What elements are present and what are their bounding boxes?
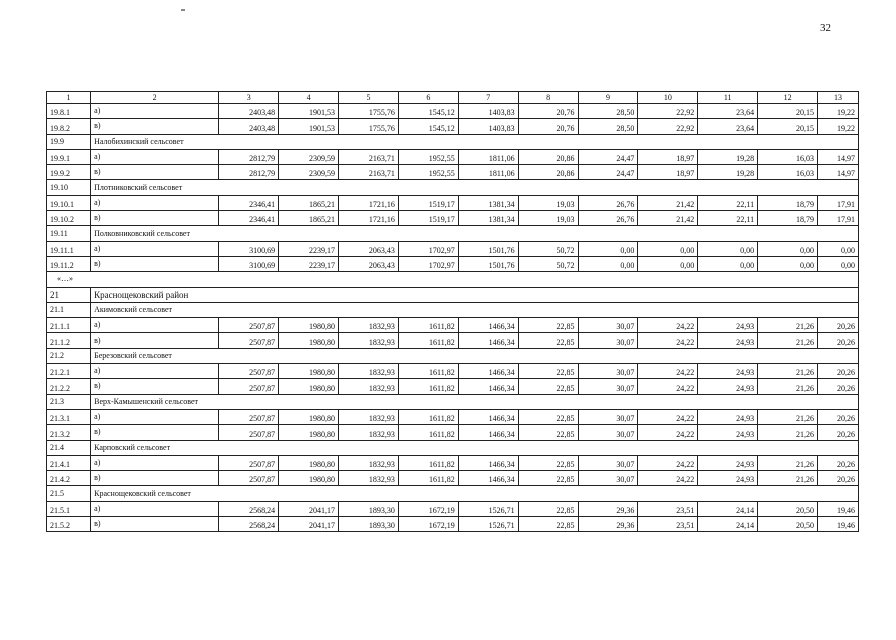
value-cell: 24,93 [698, 333, 758, 348]
value-cell: 1381,34 [458, 211, 518, 226]
value-cell: 1611,82 [398, 333, 458, 348]
section-row [47, 226, 859, 241]
section-name: Плотниковский сельсовет [91, 180, 859, 195]
value-cell: 0,00 [818, 256, 859, 271]
value-cell: 30,07 [578, 379, 638, 394]
value-cell: 1893,30 [339, 501, 399, 516]
value-cell: 1611,82 [398, 318, 458, 333]
value-cell: 30,07 [578, 333, 638, 348]
table-row [47, 471, 859, 486]
row-subitem: в) [91, 119, 219, 134]
section-code: 21.3 [47, 394, 91, 409]
value-cell: 1980,80 [279, 455, 339, 470]
value-cell: 18,79 [758, 195, 818, 210]
value-cell: 1519,17 [398, 211, 458, 226]
value-cell: 3100,69 [219, 256, 279, 271]
value-cell: 20,76 [518, 104, 578, 119]
column-number-row [47, 92, 859, 104]
row-code: 21.3.2 [47, 425, 91, 440]
value-cell: 1980,80 [279, 379, 339, 394]
value-cell: 24,22 [638, 455, 698, 470]
row-code: 21.5.1 [47, 501, 91, 516]
table-row [47, 501, 859, 516]
value-cell: 2507,87 [219, 471, 279, 486]
value-cell: 19,28 [698, 165, 758, 180]
value-cell: 1403,83 [458, 119, 518, 134]
value-cell: 2507,87 [219, 409, 279, 424]
value-cell: 26,76 [578, 195, 638, 210]
row-code: 19.10.2 [47, 211, 91, 226]
column-number-cell: 8 [518, 92, 578, 104]
value-cell: 1672,19 [398, 501, 458, 516]
section-code: 19.10 [47, 180, 91, 195]
column-number-cell: 10 [638, 92, 698, 104]
value-cell: 22,85 [518, 501, 578, 516]
section-code: 21.1 [47, 302, 91, 317]
table-row [47, 195, 859, 210]
row-code: 19.8.1 [47, 104, 91, 119]
value-cell: 24,93 [698, 425, 758, 440]
section-name: Налобихинский сельсовет [91, 134, 859, 149]
value-cell: 2163,71 [339, 165, 399, 180]
value-cell: 2403,48 [219, 119, 279, 134]
value-cell: 14,97 [818, 165, 859, 180]
table-row [47, 119, 859, 134]
table-row [47, 379, 859, 394]
value-cell: 29,36 [578, 501, 638, 516]
value-cell: 24,93 [698, 471, 758, 486]
value-cell: 1611,82 [398, 409, 458, 424]
section-code: 19.11 [47, 226, 91, 241]
value-cell: 1832,93 [339, 379, 399, 394]
row-subitem: а) [91, 149, 219, 164]
value-cell: 19,03 [518, 195, 578, 210]
section-name: Полковниковский сельсовет [91, 226, 859, 241]
value-cell: 20,26 [818, 333, 859, 348]
table-row [47, 455, 859, 470]
value-cell: 2507,87 [219, 425, 279, 440]
value-cell: 23,64 [698, 104, 758, 119]
column-number-cell: 7 [458, 92, 518, 104]
row-subitem: в) [91, 165, 219, 180]
value-cell: 1952,55 [398, 165, 458, 180]
value-cell: 24,47 [578, 165, 638, 180]
value-cell: 2507,87 [219, 318, 279, 333]
value-cell: 1702,97 [398, 256, 458, 271]
value-cell: 2239,17 [279, 241, 339, 256]
row-subitem: а) [91, 318, 219, 333]
value-cell: 2063,43 [339, 241, 399, 256]
value-cell: 1755,76 [339, 119, 399, 134]
section-name: Верх-Камышенский сельсовет [91, 394, 859, 409]
value-cell: 2041,17 [279, 517, 339, 532]
value-cell: 0,00 [818, 241, 859, 256]
section-row [47, 394, 859, 409]
value-cell: 21,26 [758, 455, 818, 470]
value-cell: 20,26 [818, 471, 859, 486]
value-cell: 1702,97 [398, 241, 458, 256]
value-cell: 22,85 [518, 425, 578, 440]
value-cell: 22,85 [518, 333, 578, 348]
value-cell: 24,22 [638, 379, 698, 394]
value-cell: 1526,71 [458, 501, 518, 516]
value-cell: 19,03 [518, 211, 578, 226]
value-cell: 14,97 [818, 149, 859, 164]
value-cell: 1980,80 [279, 409, 339, 424]
value-cell: 1501,76 [458, 256, 518, 271]
row-code: 19.11.2 [47, 256, 91, 271]
row-subitem: в) [91, 517, 219, 532]
table-row [47, 241, 859, 256]
value-cell: 22,85 [518, 517, 578, 532]
value-cell: 22,92 [638, 119, 698, 134]
value-cell: 20,26 [818, 318, 859, 333]
column-number-cell: 6 [398, 92, 458, 104]
value-cell: 1501,76 [458, 241, 518, 256]
row-code: 21.2.1 [47, 364, 91, 379]
value-cell: 19,22 [818, 119, 859, 134]
value-cell: 2812,79 [219, 149, 279, 164]
value-cell: 1466,34 [458, 409, 518, 424]
value-cell: 1865,21 [279, 195, 339, 210]
value-cell: 1980,80 [279, 425, 339, 440]
value-cell: 1545,12 [398, 119, 458, 134]
value-cell: 24,93 [698, 364, 758, 379]
value-cell: 0,00 [638, 241, 698, 256]
value-cell: 1901,53 [279, 104, 339, 119]
value-cell: 30,07 [578, 318, 638, 333]
value-cell: 21,26 [758, 409, 818, 424]
value-cell: 2403,48 [219, 104, 279, 119]
row-subitem: а) [91, 364, 219, 379]
value-cell: 28,50 [578, 119, 638, 134]
value-cell: 24,22 [638, 409, 698, 424]
value-cell: 1611,82 [398, 364, 458, 379]
value-cell: 2507,87 [219, 364, 279, 379]
row-subitem: в) [91, 256, 219, 271]
value-cell: 1832,93 [339, 364, 399, 379]
section-row [47, 302, 859, 317]
value-cell: 1519,17 [398, 195, 458, 210]
value-cell: 1611,82 [398, 425, 458, 440]
section-code: 21.2 [47, 348, 91, 363]
value-cell: 1893,30 [339, 517, 399, 532]
value-cell: 1466,34 [458, 425, 518, 440]
region-name: Краснощековский район [91, 287, 859, 302]
value-cell: 1832,93 [339, 471, 399, 486]
value-cell: 20,26 [818, 379, 859, 394]
table-row [47, 318, 859, 333]
omission-mark: «…» [47, 272, 859, 287]
table-row [47, 425, 859, 440]
value-cell: 21,26 [758, 379, 818, 394]
section-name: Краснощековский сельсовет [91, 486, 859, 501]
value-cell: 1403,83 [458, 104, 518, 119]
value-cell: 19,28 [698, 149, 758, 164]
row-subitem: а) [91, 104, 219, 119]
value-cell: 18,79 [758, 211, 818, 226]
value-cell: 1832,93 [339, 318, 399, 333]
value-cell: 20,26 [818, 425, 859, 440]
value-cell: 21,42 [638, 195, 698, 210]
value-cell: 24,22 [638, 318, 698, 333]
value-cell: 16,03 [758, 165, 818, 180]
section-row [47, 440, 859, 455]
value-cell: 24,93 [698, 379, 758, 394]
value-cell: 22,11 [698, 211, 758, 226]
value-cell: 18,97 [638, 165, 698, 180]
row-code: 21.1.1 [47, 318, 91, 333]
row-code: 19.8.2 [47, 119, 91, 134]
value-cell: 1980,80 [279, 364, 339, 379]
value-cell: 50,72 [518, 241, 578, 256]
column-number-cell: 4 [279, 92, 339, 104]
column-number-cell: 11 [698, 92, 758, 104]
section-name: Карповский сельсовет [91, 440, 859, 455]
row-subitem: в) [91, 425, 219, 440]
row-code: 21.5.2 [47, 517, 91, 532]
region-code: 21 [47, 287, 91, 302]
value-cell: 21,42 [638, 211, 698, 226]
value-cell: 20,50 [758, 501, 818, 516]
section-name: Акимовский сельсовет [91, 302, 859, 317]
value-cell: 16,03 [758, 149, 818, 164]
value-cell: 1832,93 [339, 333, 399, 348]
table-row [47, 149, 859, 164]
value-cell: 22,11 [698, 195, 758, 210]
column-number-cell: 5 [339, 92, 399, 104]
value-cell: 19,46 [818, 517, 859, 532]
value-cell: 1865,21 [279, 211, 339, 226]
value-cell: 2568,24 [219, 517, 279, 532]
value-cell: 24,93 [698, 318, 758, 333]
value-cell: 2346,41 [219, 195, 279, 210]
value-cell: 0,00 [698, 256, 758, 271]
value-cell: 23,51 [638, 517, 698, 532]
value-cell: 1811,06 [458, 149, 518, 164]
row-code: 19.9.1 [47, 149, 91, 164]
value-cell: 24,93 [698, 409, 758, 424]
value-cell: 2507,87 [219, 333, 279, 348]
section-row [47, 134, 859, 149]
value-cell: 22,85 [518, 379, 578, 394]
row-code: 21.2.2 [47, 379, 91, 394]
value-cell: 1545,12 [398, 104, 458, 119]
row-subitem: а) [91, 241, 219, 256]
value-cell: 22,85 [518, 471, 578, 486]
value-cell: 2239,17 [279, 256, 339, 271]
row-subitem: а) [91, 455, 219, 470]
value-cell: 50,72 [518, 256, 578, 271]
table-row [47, 211, 859, 226]
value-cell: 0,00 [758, 241, 818, 256]
value-cell: 24,22 [638, 333, 698, 348]
value-cell: 1466,34 [458, 318, 518, 333]
table-row [47, 409, 859, 424]
value-cell: 2812,79 [219, 165, 279, 180]
value-cell: 26,76 [578, 211, 638, 226]
value-cell: 24,22 [638, 364, 698, 379]
value-cell: 30,07 [578, 409, 638, 424]
value-cell: 21,26 [758, 425, 818, 440]
value-cell: 1611,82 [398, 379, 458, 394]
value-cell: 1811,06 [458, 165, 518, 180]
value-cell: 1466,34 [458, 364, 518, 379]
section-row [47, 486, 859, 501]
value-cell: 2346,41 [219, 211, 279, 226]
value-cell: 1721,16 [339, 195, 399, 210]
value-cell: 21,26 [758, 364, 818, 379]
value-cell: 0,00 [698, 241, 758, 256]
value-cell: 20,15 [758, 104, 818, 119]
value-cell: 22,92 [638, 104, 698, 119]
value-cell: 2309,59 [279, 149, 339, 164]
table-body [47, 92, 859, 532]
value-cell: 1466,34 [458, 471, 518, 486]
value-cell: 1672,19 [398, 517, 458, 532]
section-name: Березовский сельсовет [91, 348, 859, 363]
value-cell: 20,26 [818, 364, 859, 379]
value-cell: 23,51 [638, 501, 698, 516]
value-cell: 20,15 [758, 119, 818, 134]
value-cell: 22,85 [518, 318, 578, 333]
row-code: 19.10.1 [47, 195, 91, 210]
region-row [47, 287, 859, 302]
value-cell: 24,93 [698, 455, 758, 470]
page-number: 32 [820, 22, 831, 34]
value-cell: 0,00 [578, 256, 638, 271]
value-cell: 1466,34 [458, 455, 518, 470]
column-number-cell: 1 [47, 92, 91, 104]
value-cell: 0,00 [758, 256, 818, 271]
value-cell: 20,50 [758, 517, 818, 532]
section-code: 21.4 [47, 440, 91, 455]
omission-row [47, 272, 859, 287]
table-row [47, 165, 859, 180]
value-cell: 20,26 [818, 455, 859, 470]
value-cell: 0,00 [638, 256, 698, 271]
value-cell: 24,22 [638, 471, 698, 486]
value-cell: 22,85 [518, 364, 578, 379]
value-cell: 20,26 [818, 409, 859, 424]
column-number-cell: 13 [818, 92, 859, 104]
table-row [47, 517, 859, 532]
value-cell: 2507,87 [219, 455, 279, 470]
value-cell: 1466,34 [458, 379, 518, 394]
column-number-cell: 2 [91, 92, 219, 104]
value-cell: 22,85 [518, 409, 578, 424]
table-row [47, 364, 859, 379]
value-cell: 24,14 [698, 517, 758, 532]
row-subitem: в) [91, 471, 219, 486]
row-subitem: а) [91, 501, 219, 516]
value-cell: 1832,93 [339, 409, 399, 424]
value-cell: 24,14 [698, 501, 758, 516]
row-code: 19.11.1 [47, 241, 91, 256]
section-code: 21.5 [47, 486, 91, 501]
column-number-cell: 12 [758, 92, 818, 104]
scan-artifact [181, 9, 185, 11]
value-cell: 1381,34 [458, 195, 518, 210]
value-cell: 21,26 [758, 318, 818, 333]
value-cell: 1952,55 [398, 149, 458, 164]
value-cell: 24,22 [638, 425, 698, 440]
value-cell: 20,86 [518, 149, 578, 164]
value-cell: 30,07 [578, 471, 638, 486]
value-cell: 24,47 [578, 149, 638, 164]
value-cell: 23,64 [698, 119, 758, 134]
value-cell: 2163,71 [339, 149, 399, 164]
value-cell: 20,76 [518, 119, 578, 134]
tariff-table [46, 91, 859, 532]
value-cell: 1901,53 [279, 119, 339, 134]
value-cell: 1832,93 [339, 425, 399, 440]
value-cell: 0,00 [578, 241, 638, 256]
value-cell: 19,46 [818, 501, 859, 516]
value-cell: 17,91 [818, 211, 859, 226]
row-code: 21.4.2 [47, 471, 91, 486]
value-cell: 28,50 [578, 104, 638, 119]
value-cell: 1611,82 [398, 471, 458, 486]
row-subitem: в) [91, 379, 219, 394]
section-code: 19.9 [47, 134, 91, 149]
value-cell: 1611,82 [398, 455, 458, 470]
value-cell: 2507,87 [219, 379, 279, 394]
value-cell: 22,85 [518, 455, 578, 470]
value-cell: 19,22 [818, 104, 859, 119]
value-cell: 2309,59 [279, 165, 339, 180]
value-cell: 20,86 [518, 165, 578, 180]
column-number-cell: 3 [219, 92, 279, 104]
column-number-cell: 9 [578, 92, 638, 104]
section-row [47, 180, 859, 195]
value-cell: 1721,16 [339, 211, 399, 226]
value-cell: 3100,69 [219, 241, 279, 256]
value-cell: 21,26 [758, 471, 818, 486]
value-cell: 30,07 [578, 425, 638, 440]
value-cell: 30,07 [578, 455, 638, 470]
value-cell: 18,97 [638, 149, 698, 164]
value-cell: 2568,24 [219, 501, 279, 516]
value-cell: 21,26 [758, 333, 818, 348]
row-code: 21.3.1 [47, 409, 91, 424]
row-subitem: а) [91, 409, 219, 424]
value-cell: 2041,17 [279, 501, 339, 516]
value-cell: 1980,80 [279, 318, 339, 333]
value-cell: 1526,71 [458, 517, 518, 532]
value-cell: 1980,80 [279, 471, 339, 486]
value-cell: 29,36 [578, 517, 638, 532]
row-subitem: в) [91, 211, 219, 226]
value-cell: 1980,80 [279, 333, 339, 348]
table-row [47, 104, 859, 119]
value-cell: 17,91 [818, 195, 859, 210]
row-subitem: в) [91, 333, 219, 348]
section-row [47, 348, 859, 363]
value-cell: 1832,93 [339, 455, 399, 470]
table-row [47, 333, 859, 348]
value-cell: 2063,43 [339, 256, 399, 271]
row-code: 19.9.2 [47, 165, 91, 180]
table-row [47, 256, 859, 271]
row-code: 21.4.1 [47, 455, 91, 470]
value-cell: 1466,34 [458, 333, 518, 348]
row-subitem: а) [91, 195, 219, 210]
value-cell: 1755,76 [339, 104, 399, 119]
row-code: 21.1.2 [47, 333, 91, 348]
value-cell: 30,07 [578, 364, 638, 379]
